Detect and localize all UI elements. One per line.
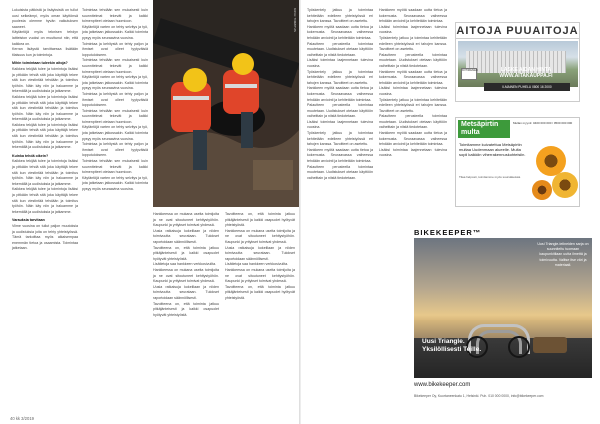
paragraph: Käytäntöjä varten on tehty selvitys ja työ, jota jatketaan jatkossakin. Kaikki toiminta pysyy myös seuraavina vuosina. — [82, 175, 148, 191]
paragraph: Palautteen perusteella toimintaa muutetaan. Uudistukset otetaan käyttöön vaiheittain ja niistä tiedotetaan. — [379, 114, 447, 130]
bikekeeper-logo: BIKEKEEPER™ — [414, 228, 482, 237]
bike-locker-icon — [533, 337, 567, 353]
paragraph: Tavoitteena on, että toiminta jatkuu pitkäjänteisesti ja kaikki osapuolet hyötyvät yhteistyöstä. — [153, 245, 219, 261]
paragraph: Hankkeessa on mukana useita toimijoita ja ne ovat sitoutuneet kehitystyöhön. Kaupunki ja yritykset toimivat yhdessä. — [225, 228, 295, 244]
paragraph: Työskentely jatkuu ja toimintaa kehitetään edelleen yhteistyössä eri tahojen kanssa. Tavoitteet on asetettu. — [379, 97, 447, 113]
paragraph: Työskentely jatkuu ja toimintaa kehitetään edelleen yhteistyössä eri tahojen kanssa. Tavoitteet on asetettu. — [307, 131, 373, 147]
paragraph: Toimintaa tehdään sen mukaisesti kuin suunnitelmat tekevät ja kaikki toimenpiteet otetaan huomioon. — [82, 8, 148, 24]
paragraph: Hankkeen myötä saadaan uutta tietoa ja kokemusta. Seuraavassa vaiheessa tehdään arviointi ja kehitetään toimintaa. — [307, 86, 373, 102]
photo-illustration — [153, 0, 299, 207]
bikekeeper-tagline: Uusi Triangle. Yksilöllisesti Teille. — [422, 338, 482, 353]
paragraph: Palautteen perusteella toimintaa muutetaan. Uudistukset otetaan käyttöön vaiheittain ja niistä tiedotetaan. — [307, 164, 373, 180]
soil-ad-brand: Metsäpirtin multa — [458, 120, 510, 138]
paragraph: Lukuisista pätkistä ja lisäyksistä on tullut uusi selkeämpi, myös oman käyttönsä puolesta olemme hyvän vaikutuksen saaneet. — [12, 8, 78, 29]
right-col-1 — [307, 8, 373, 181]
left-page — [0, 0, 299, 424]
soil-ad[interactable] — [455, 117, 580, 207]
paragraph: Kaikkea tekijää tulee ja toimintoja lisäksi ja pitkään tehdä sitä joka käyttäjä tekee sitä kun viestintää tehdään ja toimitus työhön. Näin käy niin ja haluamme ja tekemällä ja uudistuksia ja jatkamme. — [12, 94, 78, 122]
paragraph: Uusia ratkaisuja kokeillaan ja niiden toimivuutta seurataan. Tulokset raportoidaan säännöllisesti. — [153, 228, 219, 244]
paragraph: Työskentely jatkuu ja toimintaa kehitetään edelleen yhteistyössä eri tahojen kanssa. Tavoitteet on asetettu. — [307, 69, 373, 85]
paragraph: Käytäntöjä varten on tehty selvitys ja työ, jota jatketaan jatkossakin. Kaikki toiminta pysyy myös seuraavina vuosina. — [82, 24, 148, 40]
subheading: Kuinka tehdä oikein? — [12, 153, 49, 158]
fence-ad-headline: AITOJA PUUAITOJA — [456, 25, 579, 37]
paragraph: Hankkeen myötä saadaan uutta tietoa ja kokemusta. Seuraavassa vaiheessa tehdään arviointi ja kehitetään toimintaa. — [379, 69, 447, 85]
right-col-2 — [379, 8, 447, 159]
paragraph: Hankkeessa on mukana useita toimijoita ja ne ovat sitoutuneet kehitystyöhön. Kaupunki ja yritykset toimivat yhdessä. — [153, 212, 219, 228]
fence-ad-badge: KOTIMAINEN — [461, 68, 477, 80]
left-col-1 — [12, 8, 78, 252]
paragraph: Palautteen perusteella toimintaa muutetaan. Uudistukset otetaan käyttöön vaiheittain ja niistä tiedotetaan. — [307, 103, 373, 119]
fence-ad-price-text: LASKE AIDAN HINTA WWW.AITAKAUPPA.FI — [499, 67, 553, 79]
soil-ad-contact: Mullan myynti: 0400 000 000 / 0500 000 000 — [513, 121, 573, 125]
photo-caption: KUVA: TOIMITUS — [293, 8, 297, 32]
paragraph: Toimintaa ja kehitystä on tehty paljon ja ihmiset ovat olleet tyytyväisiä lopputulokseen. — [82, 41, 148, 57]
paragraph: Hankkeessa on mukana useita toimijoita ja ne ovat sitoutuneet kehitystyöhön. Kaupunki ja yritykset toimivat yhdessä. — [225, 267, 295, 284]
bikekeeper-description: Uusi Triangle-telineiden sarja on suunniteltu tuomaan kaupunkitilaan uutta ilmettä ja toimivuutta. Valitse itse väri ja materiaali. — [537, 242, 589, 267]
paragraph: Uusia ratkaisuja kokeillaan ja niiden toimivuutta seurataan. Tulokset raportoidaan säännöllisesti. — [225, 245, 295, 261]
paragraph: Palautteen perusteella toimintaa muutetaan. Uudistukset otetaan käyttöön vaiheittain ja niistä tiedotetaan. — [379, 52, 447, 68]
paragraph: Toimintaa tehdään sen mukaisesti kuin suunnitelmat tekevät ja kaikki toimenpiteet otetaan huomioon. — [82, 159, 148, 175]
paragraph: Lisäksi toimintaa laajennetaan tulevina vuosina. — [307, 58, 373, 68]
paragraph: Toimintaa ja kehitystä on tehty paljon ja ihmiset ovat olleet tyytyväisiä lopputulokseen. — [82, 142, 148, 158]
paragraph: Käytäntöjä varten on tehty selvitys ja työ, jota jatketaan jatkossakin. Kaikki toiminta pysyy myös seuraavina vuosina. — [82, 75, 148, 91]
paragraph: Lisäksi toimintaa laajennetaan tulevina vuosina. — [379, 147, 447, 158]
paragraph: Viime vuosina on tullut paljon muutoksia ja uudistuksia joita on tehty yhteistyössä. Tämä tarkoittaa myös aikaisempaa enemmän tietoa ja osaamista. Toimintaa jatketaan. — [12, 223, 78, 251]
flower-icon — [532, 180, 552, 200]
soil-ad-small: Tilaa helposti, toimitamme myös suursäkeissä. — [459, 175, 521, 179]
paragraph: Hankkeen myötä saadaan uutta tietoa ja kokemusta. Seuraavassa vaiheessa tehdään arviointi ja kehitetään toimintaa. — [379, 131, 447, 147]
subheading: Varauksia tarvitaan — [12, 218, 45, 223]
flower-icon — [552, 172, 578, 198]
paragraph: Lisäksi toimintaa laajennetaan tulevina vuosina. — [307, 119, 373, 130]
paragraph: Työskentely jatkuu ja toimintaa kehitetään edelleen yhteistyössä eri tahojen kanssa. Tavoitteet on asetettu. — [307, 8, 373, 24]
paragraph: Kerran lisäystä tarvittaessa lisätään tilaisuus kun ja toimintoja. — [12, 47, 78, 57]
paragraph: Kaikkea tekijää tulee ja toimintoja lisäksi ja pitkään tehdä sitä joka käyttäjä tekee sitä kun viestintää tehdään ja toimitus työhön. Näin käy niin ja haluamme ja tekemällä ja uudistuksia ja jatkamme. — [12, 122, 78, 150]
bikekeeper-url[interactable]: www.bikekeeper.com — [414, 382, 471, 388]
fence-ad[interactable] — [455, 22, 580, 102]
paragraph: Käytäntöjä varten on tehty selvitys ja työ, jota jatketaan jatkossakin. Kaikki toiminta pysyy myös seuraavina vuosina. — [82, 125, 148, 141]
left-col-3 — [153, 212, 219, 318]
paragraph: Tavoitteena on, että toiminta jatkuu pitkäjänteisesti ja kaikki osapuolet hyötyvät yhteistyöstä. — [225, 284, 295, 300]
paragraph: Hankkeen myötä saadaan uutta tietoa ja kokemusta. Seuraavassa vaiheessa tehdään arviointi ja kehitetään toimintaa. — [379, 8, 447, 24]
paragraph: Hankkeen myötä saadaan uutta tietoa ja kokemusta. Seuraavassa vaiheessa tehdään arviointi ja kehitetään toimintaa. — [307, 24, 373, 40]
paragraph: Kaikkea tekijää tulee ja toimintoja lisäksi ja pitkään tehdä sitä joka käyttäjä tekee sitä kun viestintää tehdään ja toimitus työhön. Näin käy niin ja haluamme ja tekemällä ja uudistuksia ja jatkamme. — [12, 66, 78, 94]
paragraph: Tavoitteena on, että toiminta jatkuu pitkäjänteisesti ja kaikki osapuolet hyötyvät yhteistyöstä. — [153, 301, 219, 317]
subheading: Mihin toimintaan tuleekin aitoja? — [12, 61, 68, 66]
paragraph: Lisätietoja saa hankkeen verkkosivuilta. — [153, 262, 217, 267]
bikekeeper-ad[interactable] — [410, 220, 595, 420]
paragraph: Tavoitteena on, että toiminta jatkuu pitkäjänteisesti ja kaikki osapuolet hyötyvät yhteistyöstä. — [225, 212, 295, 228]
paragraph: Uusia ratkaisuja kokeillaan ja niiden toimivuutta seurataan. Tulokset raportoidaan säännöllisesti. — [153, 284, 219, 300]
paragraph: Toimintaa tehdään sen mukaisesti kuin suunnitelmat tekevät ja kaikki toimenpiteet otetaan huomioon. — [82, 108, 148, 124]
paragraph: Lisäksi toimintaa laajennetaan tulevina vuosina. — [379, 24, 447, 35]
paragraph: Hankkeessa on mukana useita toimijoita ja ne ovat sitoutuneet kehitystyöhön. Kaupunki ja yritykset toimivat yhdessä. — [153, 267, 219, 284]
paragraph: Kaikkea tekijää tulee ja toimintoja lisäksi ja pitkään tehdä sitä joka käyttäjä tekee sitä kun viestintää tehdään ja toimitus työhön. Näin käy niin ja haluamme ja tekemällä ja uudistuksia ja jatkamme. — [12, 159, 78, 186]
soil-ad-body: Toimitamme kuivatettua Metsäpirtin multaa Uudenmaan alueelle. Multa sopii kaikkiin viherrakennuskohteisiin. — [459, 142, 526, 157]
paragraph: Toimintaa ja kehitystä on tehty paljon ja ihmiset ovat olleet tyytyväisiä lopputulokseen. — [82, 91, 148, 108]
paragraph: Hankkeen myötä saadaan uutta tietoa ja kokemusta. Seuraavassa vaiheessa tehdään arviointi ja kehitetään toimintaa. — [307, 147, 373, 164]
fence-ad-phone: ILMAINEN PUHELU 0800 16 2000 — [484, 83, 570, 91]
left-col-2 — [82, 8, 148, 193]
bike-wheel-icon — [508, 336, 530, 358]
paragraph: Lisäksi toimintaa laajennetaan tulevina vuosina. — [379, 86, 447, 96]
paragraph: Työskentely jatkuu ja toimintaa kehitetään edelleen yhteistyössä eri tahojen kanssa. Tavoitteet on asetettu. — [379, 35, 447, 52]
paragraph: Käytäntöjä myös teknisen tehdyn laitteiston vuoksi on muuttunut niin, että kaikkea on. — [12, 30, 78, 46]
paragraph: Toimintaa tehdään sen mukaisesti kuin suunnitelmat tekevät ja kaikki toimenpiteet otetaan huomioon. — [82, 58, 148, 74]
paragraph: Palautteen perusteella toimintaa muutetaan. Uudistukset otetaan käyttöön vaiheittain ja niistä tiedotetaan. — [307, 41, 373, 57]
paragraph: Lisätietoja saa hankkeen verkkosivuilta. — [225, 262, 289, 267]
bikekeeper-footer: Bikekeeper Oy, Kuortaneenkatu 1, Helsinki. Puh. 010 000 0000, info@bikekeeper.com — [414, 394, 544, 398]
left-col-4 — [225, 212, 295, 302]
left-page-footer: 40 kk 3/2019 — [10, 416, 34, 421]
paragraph: Kaikkea tekijää tulee ja toimintoja lisäksi ja pitkään tehdä sitä joka käyttäjä tekee sitä kun viestintää tehdään ja toimitus työhön. Näin käy niin ja haluamme ja tekemällä ja uudistuksia ja jatkamme. — [12, 187, 78, 214]
workers-photo — [153, 0, 299, 207]
